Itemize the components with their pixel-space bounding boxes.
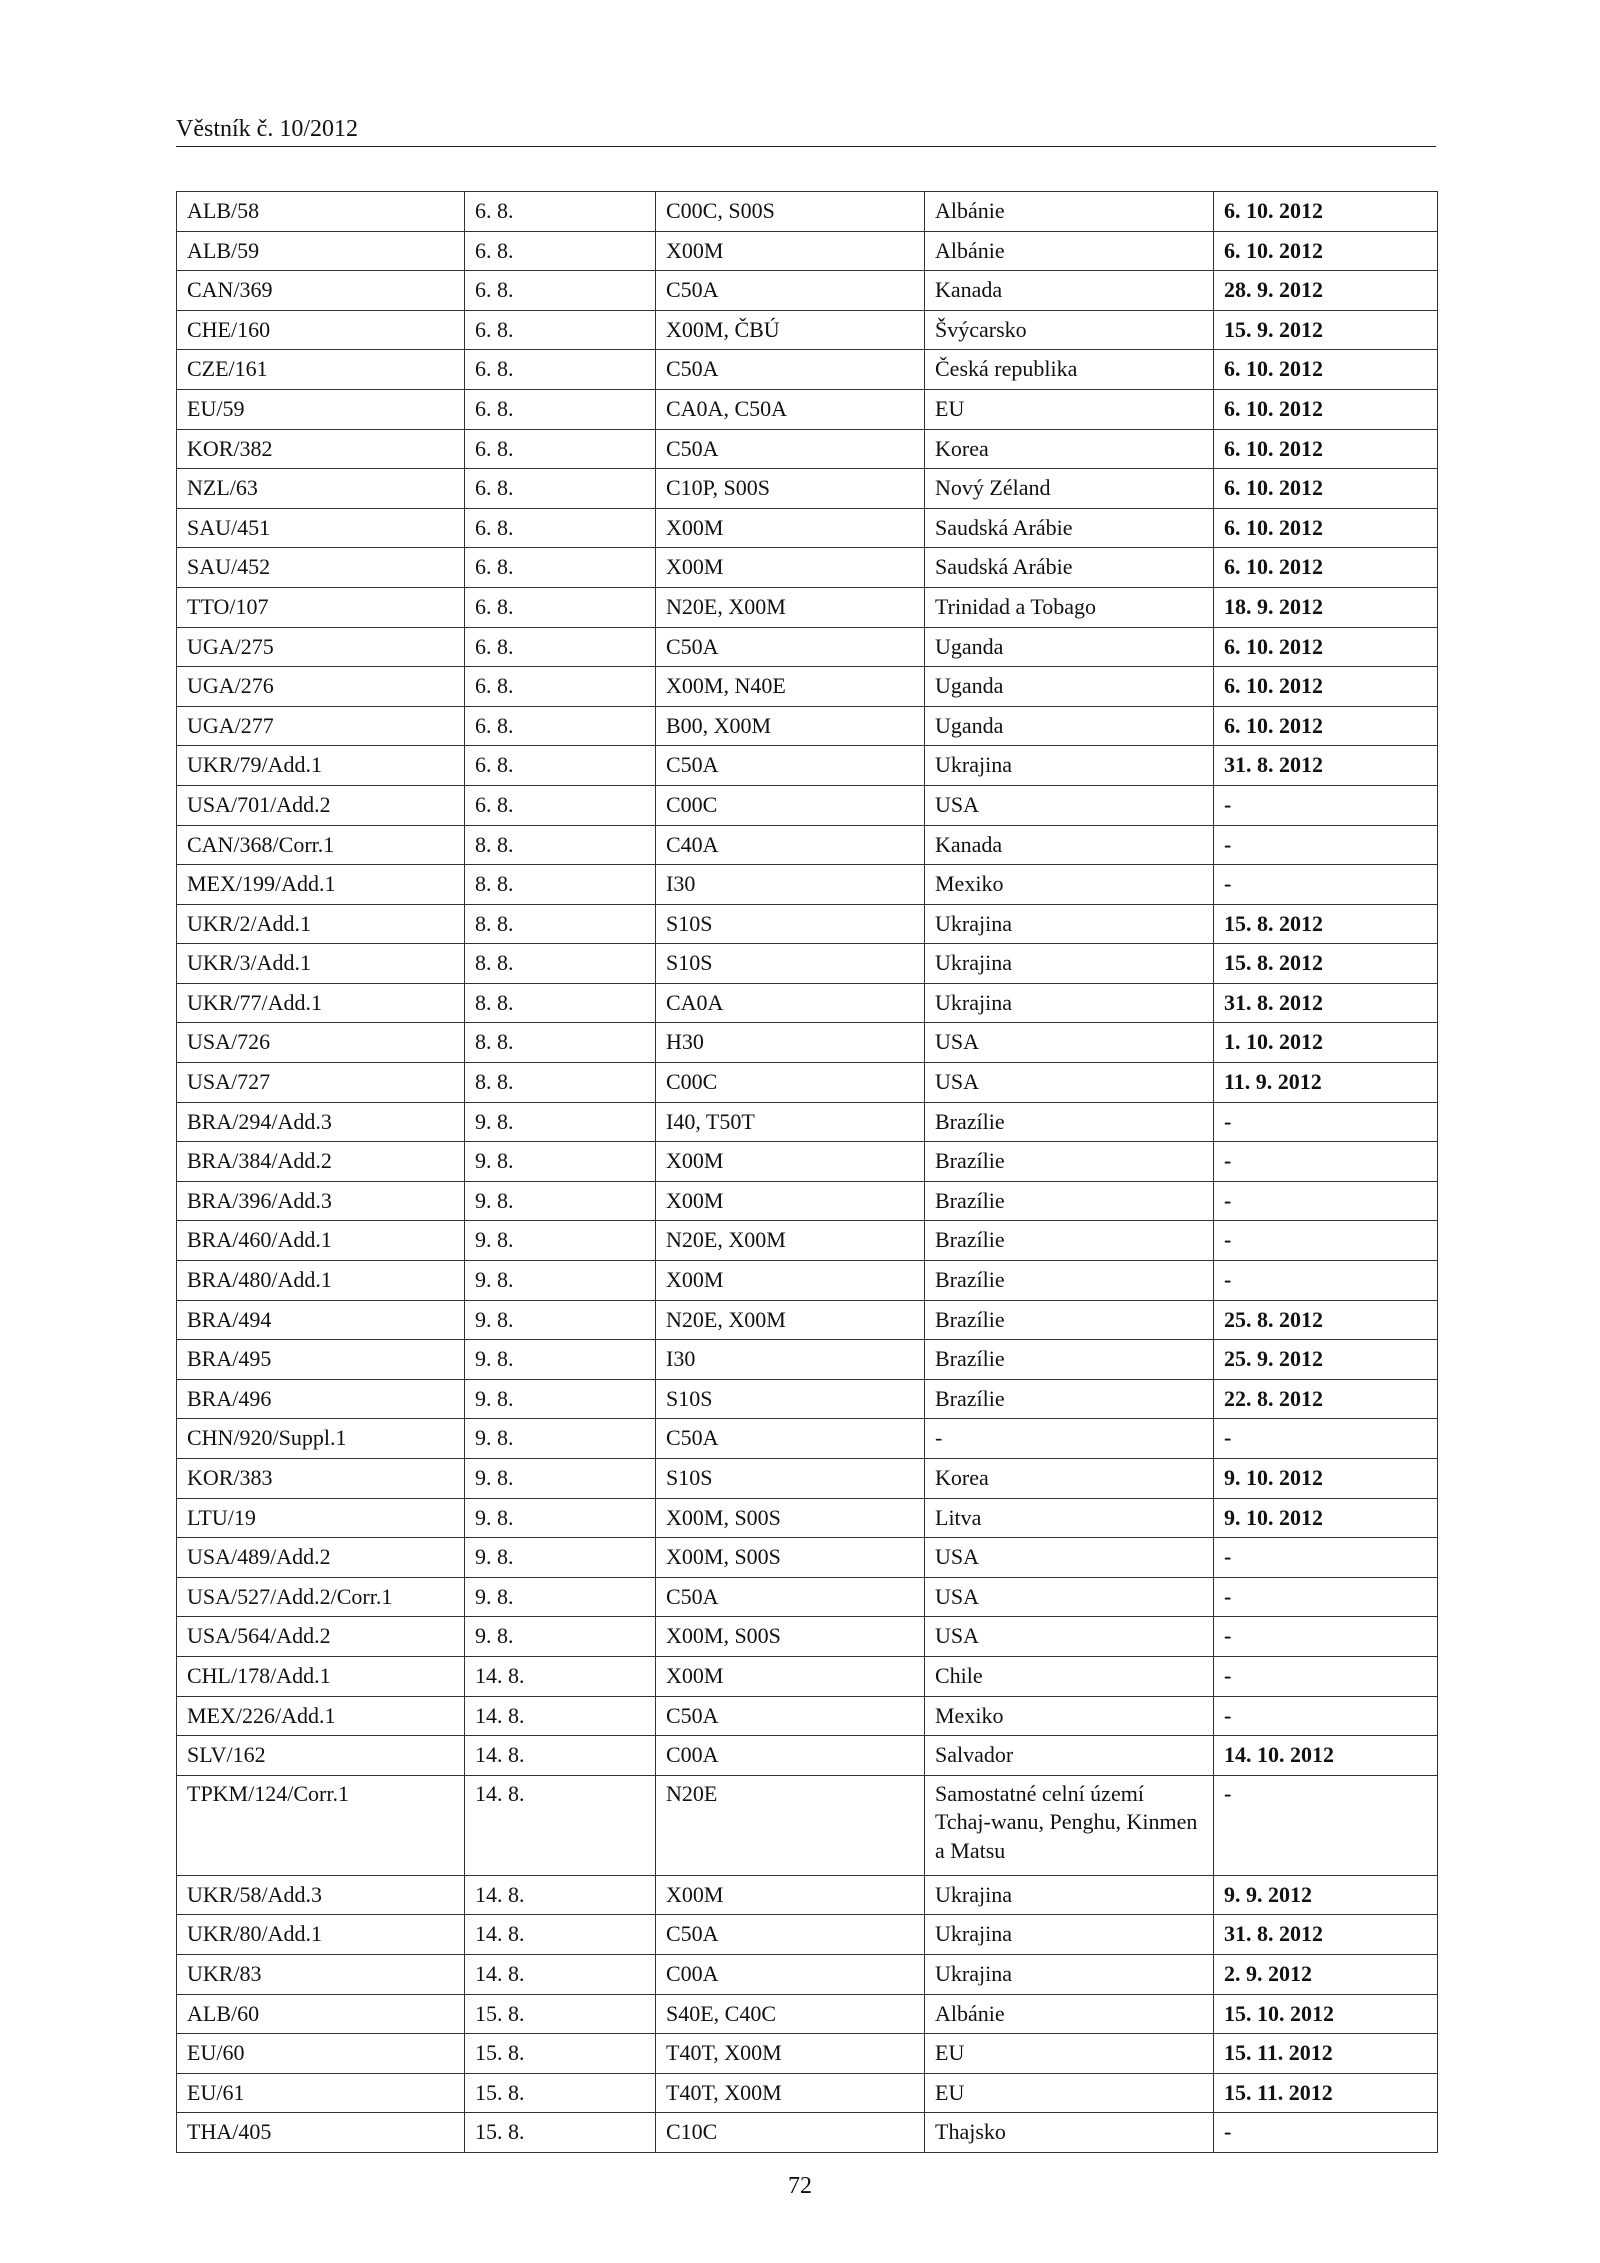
document-code-cell: ALB/59: [177, 231, 465, 271]
table-row: [177, 1459, 1438, 1499]
date-received-cell: 6. 8.: [465, 271, 656, 311]
deadline-cell: -: [1214, 1775, 1438, 1875]
table-row: [177, 904, 1438, 944]
table-row: [177, 944, 1438, 984]
date-received-cell: 9. 8.: [465, 1538, 656, 1578]
table-row: [177, 469, 1438, 509]
date-received-cell: 8. 8.: [465, 983, 656, 1023]
country-cell: Uganda: [925, 706, 1214, 746]
category-code-cell: C50A: [656, 1696, 925, 1736]
page-number: 72: [788, 2173, 812, 2199]
country-cell: Korea: [925, 429, 1214, 469]
table-body: [177, 192, 1438, 2153]
category-code-cell: CA0A, C50A: [656, 389, 925, 429]
deadline-cell: 1. 10. 2012: [1214, 1023, 1438, 1063]
category-code-cell: S10S: [656, 1459, 925, 1499]
category-code-cell: X00M, S00S: [656, 1498, 925, 1538]
date-received-cell: 14. 8.: [465, 1696, 656, 1736]
country-cell: Ukrajina: [925, 983, 1214, 1023]
table-row: [177, 825, 1438, 865]
document-code-cell: SAU/452: [177, 548, 465, 588]
document-code-cell: USA/489/Add.2: [177, 1538, 465, 1578]
date-received-cell: 15. 8.: [465, 2113, 656, 2153]
country-cell: -: [925, 1419, 1214, 1459]
deadline-cell: 25. 9. 2012: [1214, 1340, 1438, 1380]
deadline-cell: 11. 9. 2012: [1214, 1063, 1438, 1103]
deadline-cell: 9. 10. 2012: [1214, 1459, 1438, 1499]
category-code-cell: I30: [656, 1340, 925, 1380]
deadline-cell: -: [1214, 825, 1438, 865]
table-row: [177, 1102, 1438, 1142]
date-received-cell: 9. 8.: [465, 1617, 656, 1657]
date-received-cell: 8. 8.: [465, 904, 656, 944]
document-code-cell: EU/60: [177, 2034, 465, 2074]
date-received-cell: 6. 8.: [465, 310, 656, 350]
deadline-cell: -: [1214, 2113, 1438, 2153]
date-received-cell: 14. 8.: [465, 1656, 656, 1696]
document-code-cell: UKR/3/Add.1: [177, 944, 465, 984]
category-code-cell: X00M: [656, 1261, 925, 1301]
country-cell: Brazílie: [925, 1340, 1214, 1380]
category-code-cell: C00A: [656, 1954, 925, 1994]
country-cell: Mexiko: [925, 865, 1214, 905]
date-received-cell: 9. 8.: [465, 1498, 656, 1538]
document-code-cell: EU/61: [177, 2073, 465, 2113]
category-code-cell: T40T, X00M: [656, 2073, 925, 2113]
table-row: [177, 1300, 1438, 1340]
country-cell: Brazílie: [925, 1379, 1214, 1419]
date-received-cell: 8. 8.: [465, 825, 656, 865]
date-received-cell: 6. 8.: [465, 350, 656, 390]
table-row: [177, 746, 1438, 786]
date-received-cell: 8. 8.: [465, 1063, 656, 1103]
deadline-cell: 6. 10. 2012: [1214, 429, 1438, 469]
country-cell: Česká republika: [925, 350, 1214, 390]
category-code-cell: N20E: [656, 1775, 925, 1875]
category-code-cell: T40T, X00M: [656, 2034, 925, 2074]
category-code-cell: C50A: [656, 271, 925, 311]
category-code-cell: S40E, C40C: [656, 1994, 925, 2034]
table-row: [177, 508, 1438, 548]
document-code-cell: KOR/382: [177, 429, 465, 469]
deadline-cell: -: [1214, 865, 1438, 905]
deadline-cell: 15. 11. 2012: [1214, 2073, 1438, 2113]
category-code-cell: S10S: [656, 944, 925, 984]
date-received-cell: 14. 8.: [465, 1915, 656, 1955]
date-received-cell: 6. 8.: [465, 587, 656, 627]
table-row: [177, 1617, 1438, 1657]
document-code-cell: CAN/368/Corr.1: [177, 825, 465, 865]
category-code-cell: X00M, ČBÚ: [656, 310, 925, 350]
deadline-cell: 14. 10. 2012: [1214, 1736, 1438, 1776]
document-code-cell: ALB/58: [177, 192, 465, 232]
date-received-cell: 9. 8.: [465, 1379, 656, 1419]
deadline-cell: -: [1214, 1696, 1438, 1736]
journal-title: Věstník č. 10/2012: [176, 116, 358, 142]
deadline-cell: 6. 10. 2012: [1214, 627, 1438, 667]
country-cell: Uganda: [925, 667, 1214, 707]
document-code-cell: UKR/80/Add.1: [177, 1915, 465, 1955]
document-code-cell: MEX/226/Add.1: [177, 1696, 465, 1736]
date-received-cell: 6. 8.: [465, 469, 656, 509]
deadline-cell: -: [1214, 785, 1438, 825]
country-cell: USA: [925, 1577, 1214, 1617]
deadline-cell: 31. 8. 2012: [1214, 983, 1438, 1023]
category-code-cell: N20E, X00M: [656, 1221, 925, 1261]
country-cell: Brazílie: [925, 1102, 1214, 1142]
document-code-cell: BRA/396/Add.3: [177, 1181, 465, 1221]
date-received-cell: 9. 8.: [465, 1142, 656, 1182]
country-cell: Ukrajina: [925, 746, 1214, 786]
date-received-cell: 9. 8.: [465, 1419, 656, 1459]
deadline-cell: 15. 8. 2012: [1214, 944, 1438, 984]
category-code-cell: X00M: [656, 1875, 925, 1915]
deadline-cell: 6. 10. 2012: [1214, 706, 1438, 746]
document-code-cell: EU/59: [177, 389, 465, 429]
category-code-cell: X00M: [656, 548, 925, 588]
document-code-cell: USA/701/Add.2: [177, 785, 465, 825]
country-cell: EU: [925, 2073, 1214, 2113]
table-row: [177, 1875, 1438, 1915]
country-cell: Brazílie: [925, 1300, 1214, 1340]
document-code-cell: SLV/162: [177, 1736, 465, 1776]
date-received-cell: 9. 8.: [465, 1261, 656, 1301]
category-code-cell: S10S: [656, 904, 925, 944]
deadline-cell: 6. 10. 2012: [1214, 389, 1438, 429]
document-code-cell: TTO/107: [177, 587, 465, 627]
document-code-cell: BRA/496: [177, 1379, 465, 1419]
table-row: [177, 548, 1438, 588]
date-received-cell: 9. 8.: [465, 1181, 656, 1221]
table-row: [177, 1261, 1438, 1301]
table-row: [177, 271, 1438, 311]
notification-table: [176, 191, 1438, 2153]
table-row: [177, 1419, 1438, 1459]
table-row: [177, 1498, 1438, 1538]
table-row: [177, 1736, 1438, 1776]
country-cell: Albánie: [925, 192, 1214, 232]
category-code-cell: X00M: [656, 1181, 925, 1221]
document-code-cell: CHL/178/Add.1: [177, 1656, 465, 1696]
category-code-cell: X00M, N40E: [656, 667, 925, 707]
country-cell: Brazílie: [925, 1221, 1214, 1261]
date-received-cell: 15. 8.: [465, 2034, 656, 2074]
country-cell: USA: [925, 1023, 1214, 1063]
category-code-cell: C50A: [656, 350, 925, 390]
document-code-cell: UKR/2/Add.1: [177, 904, 465, 944]
table-row: [177, 429, 1438, 469]
document-code-cell: UKR/58/Add.3: [177, 1875, 465, 1915]
deadline-cell: 9. 9. 2012: [1214, 1875, 1438, 1915]
country-cell: Ukrajina: [925, 1875, 1214, 1915]
page-header: [176, 112, 1436, 147]
table-row: [177, 2034, 1438, 2074]
deadline-cell: 28. 9. 2012: [1214, 271, 1438, 311]
table-row: [177, 310, 1438, 350]
category-code-cell: I40, T50T: [656, 1102, 925, 1142]
table-row: [177, 1221, 1438, 1261]
country-cell: EU: [925, 2034, 1214, 2074]
category-code-cell: X00M: [656, 231, 925, 271]
category-code-cell: C00C, S00S: [656, 192, 925, 232]
date-received-cell: 15. 8.: [465, 1994, 656, 2034]
category-code-cell: H30: [656, 1023, 925, 1063]
category-code-cell: C00C: [656, 1063, 925, 1103]
country-cell: Trinidad a Tobago: [925, 587, 1214, 627]
document-code-cell: CHN/920/Suppl.1: [177, 1419, 465, 1459]
document-code-cell: CAN/369: [177, 271, 465, 311]
country-cell: Saudská Arábie: [925, 548, 1214, 588]
document-code-cell: CZE/161: [177, 350, 465, 390]
document-code-cell: UGA/275: [177, 627, 465, 667]
table-row: [177, 1340, 1438, 1380]
table-row: [177, 2073, 1438, 2113]
document-code-cell: UGA/277: [177, 706, 465, 746]
country-cell: Salvador: [925, 1736, 1214, 1776]
date-received-cell: 9. 8.: [465, 1459, 656, 1499]
category-code-cell: CA0A: [656, 983, 925, 1023]
date-received-cell: 6. 8.: [465, 627, 656, 667]
deadline-cell: 6. 10. 2012: [1214, 469, 1438, 509]
date-received-cell: 6. 8.: [465, 389, 656, 429]
document-code-cell: BRA/480/Add.1: [177, 1261, 465, 1301]
deadline-cell: -: [1214, 1102, 1438, 1142]
deadline-cell: 31. 8. 2012: [1214, 1915, 1438, 1955]
document-code-cell: BRA/384/Add.2: [177, 1142, 465, 1182]
category-code-cell: C50A: [656, 1419, 925, 1459]
table-row: [177, 1954, 1438, 1994]
table-row: [177, 1379, 1438, 1419]
date-received-cell: 9. 8.: [465, 1221, 656, 1261]
country-cell: Samostatné celní území Tchaj-wanu, Penghu, Kinmen a Matsu: [925, 1775, 1214, 1875]
table-row: [177, 1696, 1438, 1736]
document-code-cell: TPKM/124/Corr.1: [177, 1775, 465, 1875]
category-code-cell: C50A: [656, 746, 925, 786]
table-row: [177, 587, 1438, 627]
deadline-cell: 25. 8. 2012: [1214, 1300, 1438, 1340]
date-received-cell: 14. 8.: [465, 1954, 656, 1994]
country-cell: Ukrajina: [925, 1954, 1214, 1994]
date-received-cell: 6. 8.: [465, 548, 656, 588]
deadline-cell: -: [1214, 1577, 1438, 1617]
category-code-cell: C40A: [656, 825, 925, 865]
document-code-cell: USA/727: [177, 1063, 465, 1103]
country-cell: USA: [925, 1538, 1214, 1578]
table-row: [177, 389, 1438, 429]
document-code-cell: MEX/199/Add.1: [177, 865, 465, 905]
table-row: [177, 1181, 1438, 1221]
table-row: [177, 1577, 1438, 1617]
deadline-cell: 6. 10. 2012: [1214, 350, 1438, 390]
date-received-cell: 6. 8.: [465, 706, 656, 746]
date-received-cell: 9. 8.: [465, 1102, 656, 1142]
document-code-cell: UKR/77/Add.1: [177, 983, 465, 1023]
document-code-cell: USA/527/Add.2/Corr.1: [177, 1577, 465, 1617]
table-row: [177, 1142, 1438, 1182]
country-cell: Švýcarsko: [925, 310, 1214, 350]
country-cell: Litva: [925, 1498, 1214, 1538]
table-row: [177, 192, 1438, 232]
table-row: [177, 1994, 1438, 2034]
country-cell: Ukrajina: [925, 904, 1214, 944]
category-code-cell: X00M: [656, 1656, 925, 1696]
document-code-cell: BRA/495: [177, 1340, 465, 1380]
document-code-cell: ALB/60: [177, 1994, 465, 2034]
date-received-cell: 6. 8.: [465, 667, 656, 707]
deadline-cell: 15. 8. 2012: [1214, 904, 1438, 944]
table-row: [177, 627, 1438, 667]
table-row: [177, 1915, 1438, 1955]
deadline-cell: 31. 8. 2012: [1214, 746, 1438, 786]
date-received-cell: 6. 8.: [465, 785, 656, 825]
category-code-cell: C00A: [656, 1736, 925, 1776]
category-code-cell: N20E, X00M: [656, 1300, 925, 1340]
category-code-cell: S10S: [656, 1379, 925, 1419]
deadline-cell: -: [1214, 1142, 1438, 1182]
deadline-cell: 6. 10. 2012: [1214, 667, 1438, 707]
country-cell: USA: [925, 785, 1214, 825]
country-cell: EU: [925, 389, 1214, 429]
date-received-cell: 14. 8.: [465, 1875, 656, 1915]
document-code-cell: SAU/451: [177, 508, 465, 548]
category-code-cell: C50A: [656, 627, 925, 667]
deadline-cell: -: [1214, 1617, 1438, 1657]
date-received-cell: 9. 8.: [465, 1340, 656, 1380]
date-received-cell: 14. 8.: [465, 1736, 656, 1776]
table-row: [177, 350, 1438, 390]
country-cell: Ukrajina: [925, 1915, 1214, 1955]
table-row: [177, 667, 1438, 707]
category-code-cell: C00C: [656, 785, 925, 825]
table-row: [177, 865, 1438, 905]
country-cell: Kanada: [925, 825, 1214, 865]
country-cell: Chile: [925, 1656, 1214, 1696]
document-code-cell: BRA/294/Add.3: [177, 1102, 465, 1142]
document-code-cell: UGA/276: [177, 667, 465, 707]
country-cell: Mexiko: [925, 1696, 1214, 1736]
deadline-cell: 6. 10. 2012: [1214, 192, 1438, 232]
deadline-cell: -: [1214, 1656, 1438, 1696]
document-code-cell: CHE/160: [177, 310, 465, 350]
country-cell: Nový Zéland: [925, 469, 1214, 509]
deadline-cell: -: [1214, 1221, 1438, 1261]
document-code-cell: UKR/79/Add.1: [177, 746, 465, 786]
date-received-cell: 8. 8.: [465, 1023, 656, 1063]
deadline-cell: 6. 10. 2012: [1214, 508, 1438, 548]
date-received-cell: 6. 8.: [465, 508, 656, 548]
country-cell: Brazílie: [925, 1261, 1214, 1301]
category-code-cell: C50A: [656, 429, 925, 469]
category-code-cell: N20E, X00M: [656, 587, 925, 627]
category-code-cell: X00M, S00S: [656, 1617, 925, 1657]
deadline-cell: 2. 9. 2012: [1214, 1954, 1438, 1994]
deadline-cell: -: [1214, 1419, 1438, 1459]
table-row: [177, 1023, 1438, 1063]
document-code-cell: KOR/383: [177, 1459, 465, 1499]
deadline-cell: -: [1214, 1261, 1438, 1301]
date-received-cell: 14. 8.: [465, 1775, 656, 1875]
document-code-cell: BRA/460/Add.1: [177, 1221, 465, 1261]
document-code-cell: NZL/63: [177, 469, 465, 509]
country-cell: USA: [925, 1617, 1214, 1657]
date-received-cell: 9. 8.: [465, 1577, 656, 1617]
deadline-cell: 15. 9. 2012: [1214, 310, 1438, 350]
date-received-cell: 6. 8.: [465, 231, 656, 271]
table-row: [177, 1063, 1438, 1103]
date-received-cell: 9. 8.: [465, 1300, 656, 1340]
date-received-cell: 6. 8.: [465, 192, 656, 232]
table-row: [177, 231, 1438, 271]
country-cell: Albánie: [925, 1994, 1214, 2034]
category-code-cell: X00M, S00S: [656, 1538, 925, 1578]
category-code-cell: X00M: [656, 1142, 925, 1182]
category-code-cell: C10P, S00S: [656, 469, 925, 509]
category-code-cell: I30: [656, 865, 925, 905]
deadline-cell: 15. 11. 2012: [1214, 2034, 1438, 2074]
country-cell: USA: [925, 1063, 1214, 1103]
country-cell: Kanada: [925, 271, 1214, 311]
date-received-cell: 6. 8.: [465, 746, 656, 786]
table-row: [177, 1775, 1438, 1875]
deadline-cell: 18. 9. 2012: [1214, 587, 1438, 627]
country-cell: Ukrajina: [925, 944, 1214, 984]
document-code-cell: UKR/83: [177, 1954, 465, 1994]
country-cell: Korea: [925, 1459, 1214, 1499]
table-row: [177, 1656, 1438, 1696]
category-code-cell: C10C: [656, 2113, 925, 2153]
date-received-cell: 8. 8.: [465, 944, 656, 984]
document-code-cell: THA/405: [177, 2113, 465, 2153]
country-cell: Thajsko: [925, 2113, 1214, 2153]
country-cell: Albánie: [925, 231, 1214, 271]
deadline-cell: 22. 8. 2012: [1214, 1379, 1438, 1419]
date-received-cell: 8. 8.: [465, 865, 656, 905]
category-code-cell: C50A: [656, 1915, 925, 1955]
deadline-cell: 15. 10. 2012: [1214, 1994, 1438, 2034]
country-cell: Brazílie: [925, 1142, 1214, 1182]
deadline-cell: 6. 10. 2012: [1214, 548, 1438, 588]
category-code-cell: C50A: [656, 1577, 925, 1617]
date-received-cell: 6. 8.: [465, 429, 656, 469]
table-row: [177, 1538, 1438, 1578]
category-code-cell: B00, X00M: [656, 706, 925, 746]
document-code-cell: USA/564/Add.2: [177, 1617, 465, 1657]
deadline-cell: 9. 10. 2012: [1214, 1498, 1438, 1538]
table-row: [177, 706, 1438, 746]
document-code-cell: LTU/19: [177, 1498, 465, 1538]
table-row: [177, 2113, 1438, 2153]
document-code-cell: BRA/494: [177, 1300, 465, 1340]
deadline-cell: -: [1214, 1538, 1438, 1578]
country-cell: Uganda: [925, 627, 1214, 667]
country-cell: Saudská Arábie: [925, 508, 1214, 548]
category-code-cell: X00M: [656, 508, 925, 548]
deadline-cell: 6. 10. 2012: [1214, 231, 1438, 271]
document-code-cell: USA/726: [177, 1023, 465, 1063]
deadline-cell: -: [1214, 1181, 1438, 1221]
date-received-cell: 15. 8.: [465, 2073, 656, 2113]
table-row: [177, 785, 1438, 825]
country-cell: Brazílie: [925, 1181, 1214, 1221]
table-row: [177, 983, 1438, 1023]
